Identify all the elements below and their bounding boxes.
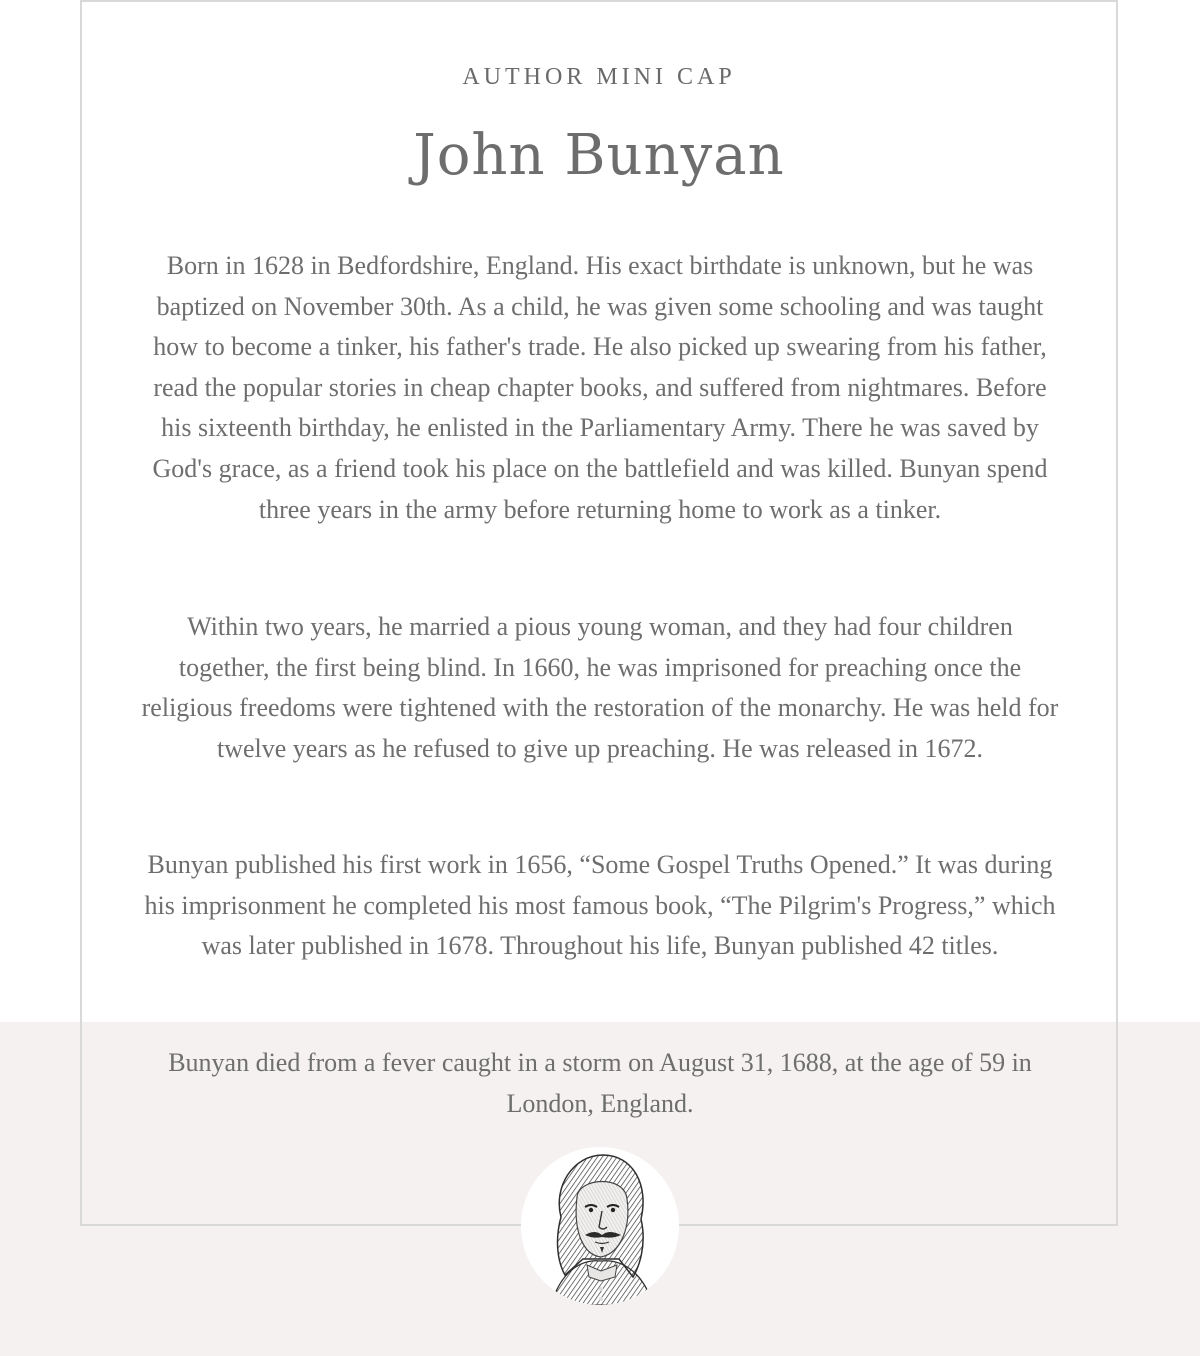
bio-paragraph-imprisonment: Within two years, he married a pious young woman, and they had four children together, the first being blind. In 1660, he was imprisoned for preaching once the religious freedoms were tightened with the restoration of the monarchy. He was held for twelve years as he refused to give up preaching. He was released in 1672.: [141, 612, 1059, 763]
bio-paragraph-early-life: Born in 1628 in Bedfordshire, England. His exact birthdate is unknown, but he was baptized on November 30th. As a child, he was given some schooling and was taught how to become a tinker, his father's trade. He also picked up swearing from his father, read the popular stories in cheap chapter books, and suffered from nightmares. Before his sixteenth birthday, he enlisted in the Parliamentary Army. There he was saved by God's grace, as a friend took his place on the battlefield and was killed. Bunyan spend three years in the army before returning home to work as a tinker.: [152, 251, 1048, 524]
section-eyebrow: AUTHOR MINI CAP: [462, 64, 736, 90]
portrait-engraving-icon: [521, 1147, 679, 1305]
author-portrait: [521, 1147, 679, 1305]
author-name: John Bunyan: [413, 123, 785, 188]
bio-paragraph-death: Bunyan died from a fever caught in a storm on August 31, 1688, at the age of 59 in London, England.: [168, 1048, 1032, 1118]
bio-paragraph-publications: Bunyan published his first work in 1656, “Some Gospel Truths Opened.” It was during his imprisonment he completed his most famous book, “The Pilgrim's Progress,” which was later published in 1678. Throughout his life, Bunyan published 42 titles.: [144, 850, 1056, 961]
